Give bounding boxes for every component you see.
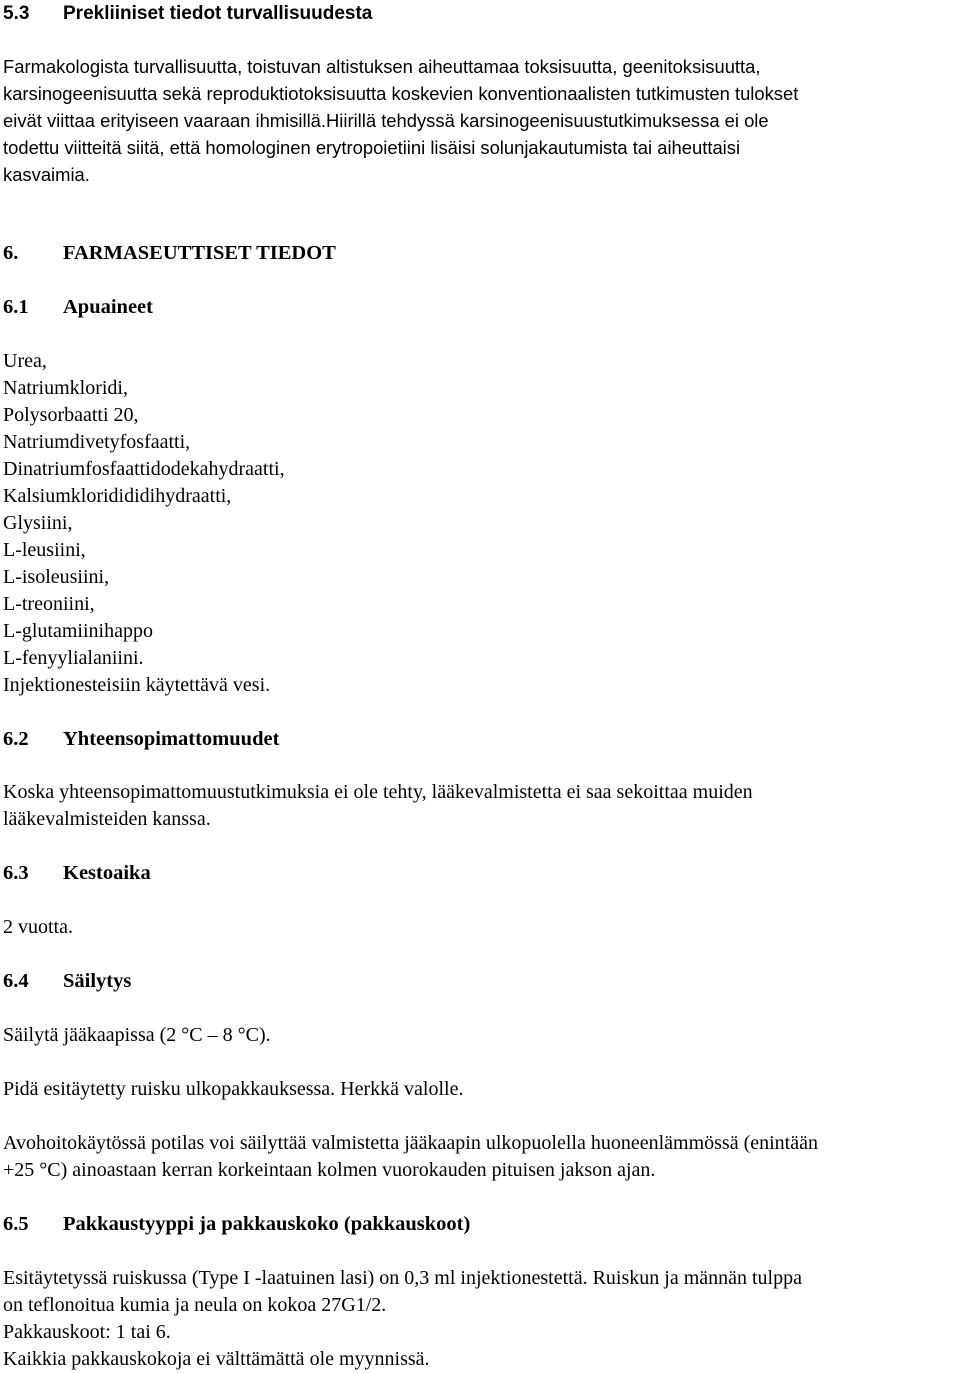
list-item: Injektionesteisiin käytettävä vesi. [3, 674, 271, 696]
section-6-2-number: 6.2 [3, 728, 29, 750]
paragraph-line: Säilytä jääkaapissa (2 °C – 8 °C). [3, 1024, 271, 1046]
section-6-4-heading [3, 968, 131, 995]
list-item: Urea, [3, 350, 47, 372]
list-item: L-isoleusiini, [3, 566, 110, 588]
section-6-1-title: Apuaineet [63, 296, 153, 318]
paragraph-line: Kaikkia pakkauskokoja ei välttämättä ole myynnissä. [3, 1348, 430, 1370]
paragraph-line: Koska yhteensopimattomuustutkimuksia ei ole tehty, lääkevalmistetta ei saa sekoittaa muiden [3, 781, 753, 803]
list-item: Dinatriumfosfaattidodekahydraatti, [3, 458, 285, 480]
section-6-5-number: 6.5 [3, 1213, 29, 1235]
list-item: L-fenyylialaniini. [3, 647, 144, 669]
list-item: L-treoniini, [3, 593, 95, 615]
section-5-3-paragraph [3, 53, 957, 188]
paragraph-line: Farmakologista turvallisuutta, toistuvan altistuksen aiheuttamaa toksisuutta, geenitoksisuutta, [3, 56, 761, 77]
list-item: Natriumkloridi, [3, 377, 128, 399]
paragraph-line: +25 °C) ainoastaan kerran korkeintaan kolmen vuorokauden pituisen jakson ajan. [3, 1159, 656, 1181]
paragraph-line: on teflonoitua kumia ja neula on kokoa 27G1/2. [3, 1294, 387, 1316]
list-item: Natriumdivetyfosfaatti, [3, 431, 191, 453]
excipients-list [3, 348, 957, 699]
section-6-5-paragraph [3, 1265, 957, 1373]
section-6-5-title: Pakkaustyyppi ja pakkauskoko (pakkauskoot) [63, 1213, 471, 1235]
list-item: Glysiini, [3, 512, 73, 534]
section-6-2-paragraph [3, 779, 957, 833]
section-6-5-heading [3, 1211, 470, 1238]
section-5-3-title: Prekliiniset tiedot turvallisuudesta [63, 3, 373, 24]
section-6-2-heading [3, 726, 279, 753]
section-6-title: FARMASEUTTISET TIEDOT [63, 242, 336, 264]
paragraph-line [3, 107, 957, 134]
paragraph-line-part: Hiirillä tehdyssä karsinogeenisuustutkimuksessa ei ole [326, 110, 769, 131]
paragraph-line: 2 vuotta. [3, 916, 73, 938]
list-item: L-glutamiinihappo [3, 620, 153, 642]
section-6-3-number: 6.3 [3, 862, 29, 884]
paragraph-line: Esitäytetyssä ruiskussa (Type I -laatuinen lasi) on 0,3 ml injektionestettä. Ruiskun ja männän tulppa [3, 1267, 802, 1289]
section-6-3-text [3, 914, 957, 941]
paragraph-line: karsinogeenisuutta sekä reproduktiotoksisuutta koskevien konventionaalisten tutkimusten tulokset [3, 83, 799, 104]
paragraph-line: Pidä esitäytetty ruisku ulkopakkauksessa. Herkkä valolle. [3, 1078, 464, 1100]
section-6-4-number: 6.4 [3, 970, 29, 992]
section-6-3-heading [3, 860, 151, 887]
section-6-4-p3 [3, 1130, 957, 1184]
list-item: Kalsiumkloridididihydraatti, [3, 485, 232, 507]
section-6-1-number: 6.1 [3, 296, 29, 318]
section-5-3-heading [3, 0, 372, 27]
list-item: Polysorbaatti 20, [3, 404, 139, 426]
section-6-number: 6. [3, 242, 19, 264]
paragraph-line: Pakkauskoot: 1 tai 6. [3, 1321, 171, 1343]
paragraph-line: lääkevalmisteiden kanssa. [3, 808, 211, 830]
paragraph-line-part: eivät viittaa erityiseen vaaraan ihmisillä. [3, 110, 327, 131]
section-6-4-title: Säilytys [63, 970, 132, 992]
section-5-3-number: 5.3 [3, 3, 30, 24]
section-6-3-title: Kestoaika [63, 862, 151, 884]
paragraph-line: kasvaimia. [3, 164, 90, 185]
section-6-4-p2 [3, 1076, 957, 1103]
paragraph-line: Avohoitokäytössä potilas voi säilyttää valmistetta jääkaapin ulkopuolella huoneenlämmössä (enintään [3, 1132, 818, 1154]
section-6-1-heading [3, 294, 153, 321]
paragraph-line: todettu viitteitä siitä, että homologinen erytropoietiini lisäisi solunjakautumista tai aiheuttaisi [3, 137, 741, 158]
section-6-heading [3, 240, 336, 267]
list-item: L-leusiini, [3, 539, 86, 561]
section-6-4-p1 [3, 1022, 957, 1049]
section-6-2-title: Yhteensopimattomuudet [63, 728, 280, 750]
